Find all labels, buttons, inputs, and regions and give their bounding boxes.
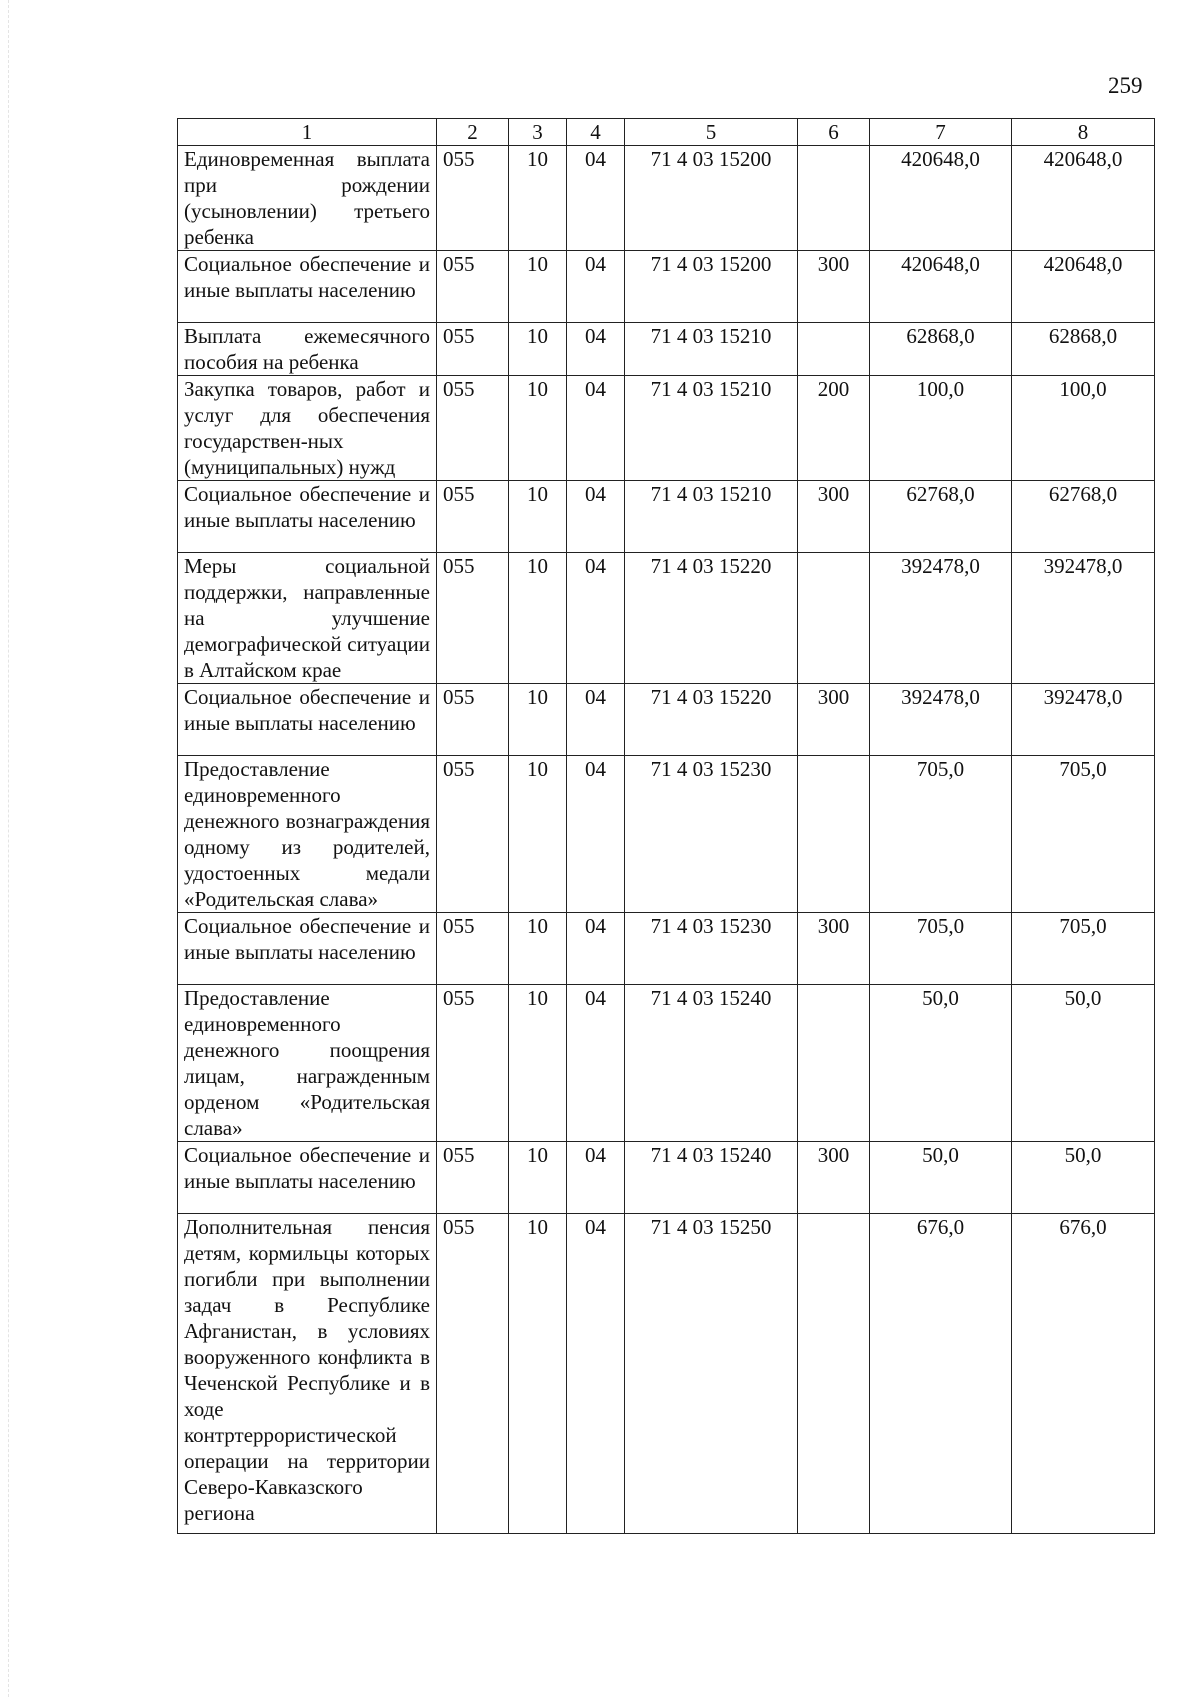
row-expense-type (798, 146, 870, 251)
scan-edge (8, 0, 9, 1697)
row-expense-type (798, 323, 870, 376)
row-amount-col7: 392478,0 (870, 684, 1012, 756)
row-amount-col7: 420648,0 (870, 146, 1012, 251)
row-subsection: 04 (567, 1142, 625, 1214)
row-amount-col8: 62768,0 (1012, 481, 1155, 553)
row-target-article: 71 4 03 15230 (625, 913, 798, 985)
row-amount-col8: 676,0 (1012, 1214, 1155, 1534)
column-header: 8 (1012, 119, 1155, 146)
row-ministry-code: 055 (437, 985, 509, 1142)
row-expense-type: 300 (798, 684, 870, 756)
row-ministry-code: 055 (437, 684, 509, 756)
column-header: 4 (567, 119, 625, 146)
row-subsection: 04 (567, 684, 625, 756)
row-ministry-code: 055 (437, 1214, 509, 1534)
row-amount-col7: 676,0 (870, 1214, 1012, 1534)
row-target-article: 71 4 03 15220 (625, 684, 798, 756)
row-name: Выплата ежемесячного пособия на ребенка (178, 323, 437, 376)
row-ministry-code: 055 (437, 376, 509, 481)
row-subsection: 04 (567, 481, 625, 553)
row-section: 10 (509, 985, 567, 1142)
row-ministry-code: 055 (437, 1142, 509, 1214)
row-section: 10 (509, 481, 567, 553)
row-target-article: 71 4 03 15250 (625, 1214, 798, 1534)
row-subsection: 04 (567, 1214, 625, 1534)
row-name: Социальное обеспечение и иные выплаты населению (178, 684, 437, 756)
row-amount-col8: 100,0 (1012, 376, 1155, 481)
column-header: 3 (509, 119, 567, 146)
row-subsection: 04 (567, 985, 625, 1142)
table-row (178, 323, 1155, 376)
row-ministry-code: 055 (437, 553, 509, 684)
row-name: Социальное обеспечение и иные выплаты населению (178, 1142, 437, 1214)
row-section: 10 (509, 1214, 567, 1534)
table-row (178, 756, 1155, 913)
row-amount-col8: 420648,0 (1012, 251, 1155, 323)
row-section: 10 (509, 684, 567, 756)
row-expense-type: 300 (798, 913, 870, 985)
row-subsection: 04 (567, 913, 625, 985)
table-row (178, 146, 1155, 251)
row-amount-col8: 50,0 (1012, 985, 1155, 1142)
row-target-article: 71 4 03 15220 (625, 553, 798, 684)
table-row (178, 1142, 1155, 1214)
row-subsection: 04 (567, 553, 625, 684)
row-amount-col7: 50,0 (870, 1142, 1012, 1214)
row-subsection: 04 (567, 251, 625, 323)
row-amount-col8: 62868,0 (1012, 323, 1155, 376)
row-section: 10 (509, 323, 567, 376)
row-subsection: 04 (567, 323, 625, 376)
row-target-article: 71 4 03 15210 (625, 323, 798, 376)
row-amount-col7: 392478,0 (870, 553, 1012, 684)
table-row (178, 481, 1155, 553)
row-section: 10 (509, 553, 567, 684)
row-amount-col7: 420648,0 (870, 251, 1012, 323)
row-expense-type: 300 (798, 481, 870, 553)
row-section: 10 (509, 251, 567, 323)
column-header: 1 (178, 119, 437, 146)
row-expense-type (798, 756, 870, 913)
row-amount-col7: 705,0 (870, 756, 1012, 913)
table-row (178, 376, 1155, 481)
row-ministry-code: 055 (437, 481, 509, 553)
row-amount-col8: 705,0 (1012, 913, 1155, 985)
row-target-article: 71 4 03 15240 (625, 985, 798, 1142)
row-expense-type (798, 1214, 870, 1534)
row-name: Предоставление единовременного денежного вознаграждения одному из родителей, удостоенных медали «Родительская слава» (178, 756, 437, 913)
table-row (178, 251, 1155, 323)
row-name: Социальное обеспечение и иные выплаты населению (178, 913, 437, 985)
column-header: 7 (870, 119, 1012, 146)
row-amount-col7: 705,0 (870, 913, 1012, 985)
row-amount-col8: 420648,0 (1012, 146, 1155, 251)
row-amount-col7: 100,0 (870, 376, 1012, 481)
row-name: Меры социальной поддержки, направленные на улучшение демографической ситуации в Алтайском крае (178, 553, 437, 684)
row-subsection: 04 (567, 146, 625, 251)
table-row (178, 684, 1155, 756)
row-ministry-code: 055 (437, 756, 509, 913)
table-row (178, 913, 1155, 985)
row-target-article: 71 4 03 15230 (625, 756, 798, 913)
row-subsection: 04 (567, 756, 625, 913)
row-section: 10 (509, 756, 567, 913)
page-number: 259 (1108, 73, 1143, 98)
row-expense-type (798, 985, 870, 1142)
row-amount-col8: 392478,0 (1012, 553, 1155, 684)
row-expense-type: 300 (798, 1142, 870, 1214)
row-section: 10 (509, 913, 567, 985)
row-section: 10 (509, 146, 567, 251)
column-header: 2 (437, 119, 509, 146)
row-target-article: 71 4 03 15210 (625, 481, 798, 553)
row-amount-col8: 705,0 (1012, 756, 1155, 913)
budget-table (177, 118, 1155, 1534)
row-expense-type (798, 553, 870, 684)
table-row (178, 553, 1155, 684)
row-target-article: 71 4 03 15200 (625, 146, 798, 251)
row-target-article: 71 4 03 15210 (625, 376, 798, 481)
column-header: 6 (798, 119, 870, 146)
row-section: 10 (509, 1142, 567, 1214)
row-amount-col7: 50,0 (870, 985, 1012, 1142)
table-header-row (178, 119, 1155, 146)
row-ministry-code: 055 (437, 913, 509, 985)
table-row (178, 985, 1155, 1142)
row-name: Дополнительная пенсия детям, кормильцы которых погибли при выполнении задач в Республике Афганистан, в условиях вооруженного конфликта в Чеченской Республике и в ходе контртеррористической операции на территории Северо-Кавказского региона (178, 1214, 437, 1534)
row-ministry-code: 055 (437, 323, 509, 376)
row-name: Социальное обеспечение и иные выплаты населению (178, 251, 437, 323)
row-subsection: 04 (567, 376, 625, 481)
row-amount-col8: 392478,0 (1012, 684, 1155, 756)
row-target-article: 71 4 03 15240 (625, 1142, 798, 1214)
row-ministry-code: 055 (437, 251, 509, 323)
row-name: Единовременная выплата при рождении (усыновлении) третьего ребенка (178, 146, 437, 251)
row-expense-type: 300 (798, 251, 870, 323)
row-name: Предоставление единовременного денежного поощрения лицам, награжденным орденом «Родительская слава» (178, 985, 437, 1142)
row-name: Закупка товаров, работ и услуг для обеспечения государствен-ных (муниципальных) нужд (178, 376, 437, 481)
row-amount-col7: 62868,0 (870, 323, 1012, 376)
table-row (178, 1214, 1155, 1534)
row-amount-col8: 50,0 (1012, 1142, 1155, 1214)
row-name: Социальное обеспечение и иные выплаты населению (178, 481, 437, 553)
row-ministry-code: 055 (437, 146, 509, 251)
row-section: 10 (509, 376, 567, 481)
row-target-article: 71 4 03 15200 (625, 251, 798, 323)
row-expense-type: 200 (798, 376, 870, 481)
row-amount-col7: 62768,0 (870, 481, 1012, 553)
column-header: 5 (625, 119, 798, 146)
